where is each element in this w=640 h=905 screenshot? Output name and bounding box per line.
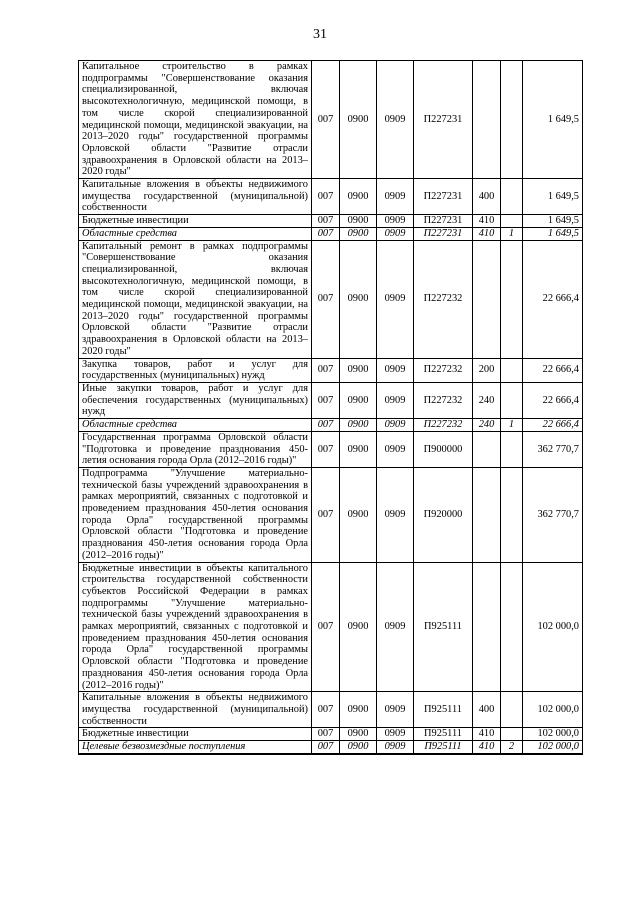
amount: 22 666,4 (523, 358, 583, 382)
amount: 102 000,0 (523, 562, 583, 692)
funding-source-code (501, 215, 523, 228)
funding-source-code (501, 728, 523, 741)
target-article-code: П925111 (414, 728, 473, 741)
section-code: 0900 (340, 227, 377, 240)
subsection-code: 0909 (377, 358, 414, 382)
expense-type-code: 410 (473, 741, 501, 754)
table-row (79, 467, 583, 562)
expense-type-code: 400 (473, 692, 501, 728)
table-row (79, 562, 583, 692)
amount: 1 649,5 (523, 227, 583, 240)
subsection-code: 0909 (377, 382, 414, 418)
section-code: 0900 (340, 240, 377, 358)
subsection-code: 0909 (377, 215, 414, 228)
amount: 1 649,5 (523, 179, 583, 215)
amount: 102 000,0 (523, 741, 583, 754)
admin-code: 007 (312, 419, 340, 432)
expense-type-code: 400 (473, 179, 501, 215)
row-description: Капитальные вложения в объекты недвижимого имущества государственной (муниципальной) собственности (79, 692, 312, 728)
section-code: 0900 (340, 467, 377, 562)
admin-code: 007 (312, 728, 340, 741)
admin-code: 007 (312, 692, 340, 728)
admin-code: 007 (312, 179, 340, 215)
expense-type-code (473, 431, 501, 467)
section-code: 0900 (340, 562, 377, 692)
table-row (79, 741, 583, 754)
row-description: Областные средства (79, 227, 312, 240)
section-code: 0900 (340, 179, 377, 215)
row-description: Целевые безвозмездные поступления (79, 741, 312, 754)
funding-source-code (501, 61, 523, 179)
row-description: Бюджетные инвестиции (79, 215, 312, 228)
amount: 22 666,4 (523, 240, 583, 358)
target-article-code: П920000 (414, 467, 473, 562)
row-description: Государственная программа Орловской области "Подготовка и проведение празднования 450-летия основания города Орла (2012–2016 годы)" (79, 431, 312, 467)
target-article-code: П227232 (414, 419, 473, 432)
funding-source-code (501, 692, 523, 728)
target-article-code: П227231 (414, 179, 473, 215)
section-code: 0900 (340, 741, 377, 754)
table-row (79, 431, 583, 467)
funding-source-code: 1 (501, 419, 523, 432)
subsection-code: 0909 (377, 562, 414, 692)
row-description: Капитальное строительство в рамках подпрограммы "Совершенствование оказания специализированной, включая высокотехнологичную, медицинской помощи, в том числе скорой специализированной медицинской помощи, медицинской эвакуации, на 2013–2020 годы" государственной программы Орловской области "Развитие отрасли здравоохранения в Орловской области на 2013–2020 годы" (79, 61, 312, 179)
section-code: 0900 (340, 692, 377, 728)
amount: 102 000,0 (523, 728, 583, 741)
table-row (79, 358, 583, 382)
row-description: Капитальный ремонт в рамках подпрограммы "Совершенствование оказания специализированной, включая высокотехнологичную, медицинской помощи, в том числе скорой специализированной медицинской помощи, медицинской эвакуации, на 2013–2020 годы" государственной программы Орловской области "Развитие отрасли здравоохранения в Орловской области на 2013–2020 годы" (79, 240, 312, 358)
funding-source-code (501, 431, 523, 467)
table-row (79, 61, 583, 179)
admin-code: 007 (312, 61, 340, 179)
row-description: Областные средства (79, 419, 312, 432)
subsection-code: 0909 (377, 179, 414, 215)
amount: 1 649,5 (523, 215, 583, 228)
expense-type-code: 410 (473, 227, 501, 240)
table-row (79, 728, 583, 741)
subsection-code: 0909 (377, 419, 414, 432)
funding-source-code (501, 562, 523, 692)
admin-code: 007 (312, 215, 340, 228)
admin-code: 007 (312, 741, 340, 754)
target-article-code: П227232 (414, 382, 473, 418)
subsection-code: 0909 (377, 692, 414, 728)
section-code: 0900 (340, 215, 377, 228)
expense-type-code: 200 (473, 358, 501, 382)
row-description: Закупка товаров, работ и услуг для государственных (муниципальных) нужд (79, 358, 312, 382)
subsection-code: 0909 (377, 61, 414, 179)
funding-source-code (501, 382, 523, 418)
amount: 102 000,0 (523, 692, 583, 728)
target-article-code: П925111 (414, 692, 473, 728)
target-article-code: П925111 (414, 562, 473, 692)
section-code: 0900 (340, 728, 377, 741)
admin-code: 007 (312, 382, 340, 418)
row-description: Бюджетные инвестиции (79, 728, 312, 741)
expense-type-code (473, 61, 501, 179)
budget-table (78, 60, 583, 755)
funding-source-code (501, 240, 523, 358)
target-article-code: П900000 (414, 431, 473, 467)
admin-code: 007 (312, 227, 340, 240)
section-code: 0900 (340, 358, 377, 382)
table-row (79, 419, 583, 432)
section-code: 0900 (340, 382, 377, 418)
subsection-code: 0909 (377, 431, 414, 467)
section-code: 0900 (340, 431, 377, 467)
expense-type-code: 240 (473, 382, 501, 418)
amount: 362 770,7 (523, 431, 583, 467)
admin-code: 007 (312, 431, 340, 467)
funding-source-code: 2 (501, 741, 523, 754)
table-row (79, 215, 583, 228)
target-article-code: П227231 (414, 227, 473, 240)
amount: 22 666,4 (523, 382, 583, 418)
expense-type-code (473, 467, 501, 562)
expense-type-code (473, 240, 501, 358)
row-description: Бюджетные инвестиции в объекты капитального строительства государственной собственности субъектов Российской Федерации в рамках подпрограммы "Улучшение материально-технической базы учреждений здравоохранения в рамках мероприятий, связанных с подготовкой и проведением празднования 450-летия основания города Орла" государственной программы Орловской области "Подготовка и проведение празднования 450-летия основания города Орла (2012–2016 годы)" (79, 562, 312, 692)
table-row (79, 240, 583, 358)
subsection-code: 0909 (377, 741, 414, 754)
amount: 362 770,7 (523, 467, 583, 562)
subsection-code: 0909 (377, 240, 414, 358)
subsection-code: 0909 (377, 467, 414, 562)
amount: 1 649,5 (523, 61, 583, 179)
target-article-code: П227232 (414, 240, 473, 358)
target-article-code: П227232 (414, 358, 473, 382)
target-article-code: П227231 (414, 215, 473, 228)
subsection-code: 0909 (377, 227, 414, 240)
funding-source-code: 1 (501, 227, 523, 240)
admin-code: 007 (312, 562, 340, 692)
expense-type-code (473, 562, 501, 692)
admin-code: 007 (312, 467, 340, 562)
table-row (79, 179, 583, 215)
section-code: 0900 (340, 419, 377, 432)
expense-type-code: 240 (473, 419, 501, 432)
funding-source-code (501, 179, 523, 215)
page-number: 31 (313, 27, 327, 42)
section-code: 0900 (340, 61, 377, 179)
table-row (79, 692, 583, 728)
funding-source-code (501, 467, 523, 562)
table-row (79, 382, 583, 418)
amount: 22 666,4 (523, 419, 583, 432)
subsection-code: 0909 (377, 728, 414, 741)
row-description: Капитальные вложения в объекты недвижимого имущества государственной (муниципальной) собственности (79, 179, 312, 215)
row-description: Подпрограмма "Улучшение материально-технической базы учреждений здравоохранения в рамках мероприятий, связанных с подготовкой и проведением празднования 450-летия основания города Орла" государственной программы Орловской области "Подготовка и проведение празднования 450-летия основания города Орла (2012–2016 годы)" (79, 467, 312, 562)
table-row (79, 227, 583, 240)
expense-type-code: 410 (473, 728, 501, 741)
target-article-code: П227231 (414, 61, 473, 179)
admin-code: 007 (312, 240, 340, 358)
funding-source-code (501, 358, 523, 382)
target-article-code: П925111 (414, 741, 473, 754)
row-description: Иные закупки товаров, работ и услуг для обеспечения государственных (муниципальных) нужд (79, 382, 312, 418)
expense-type-code: 410 (473, 215, 501, 228)
admin-code: 007 (312, 358, 340, 382)
